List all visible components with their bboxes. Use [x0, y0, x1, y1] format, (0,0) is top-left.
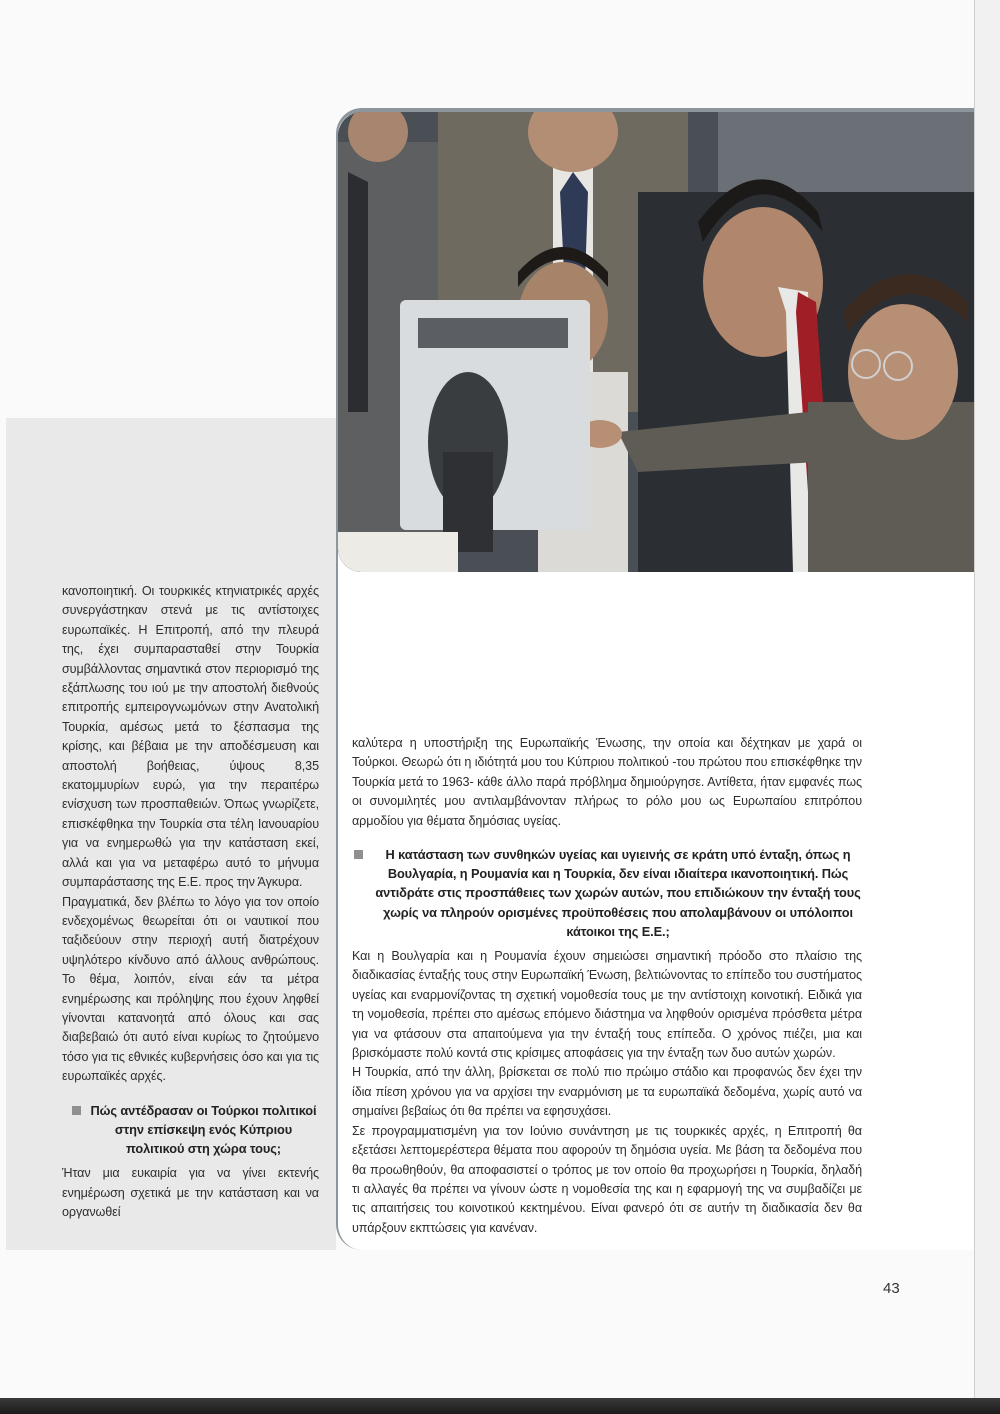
left-interview-question [62, 1101, 319, 1159]
officials-at-computer-photo [338, 112, 974, 572]
left-paragraph-2: Πραγματικά, δεν βλέπω το λόγο για τον οποίο ενδεχομένως θεωρείται ότι οι ναυτικοί που ταξιδεύουν στην περιοχή αυτή διατρέχουν υψηλότερο κίνδυνο από άλλους ανθρώπους. Το θέμα, λοιπόν, είναι εάν τα μέτρα ενημέρωσης και πρόληψης που έχουν ληφθεί γίνονται κατανοητά από όλους και σας διαβεβαιώ ότι αυτό είναι κυρίως το ζητούμενο τόσο για τις εθνικές κυβερνήσεις όσο και για τις ευρωπαϊκές αρχές. [62, 894, 319, 1084]
left-text-column [62, 582, 319, 1222]
right-paragraph-1: Και η Βουλγαρία και η Ρουμανία έχουν σημειώσει σημαντική πρόοδο στο πλαίσιο της διαδικασίας ένταξής τους στην Ευρωπαϊκή Ένωση, βελτιώνοντας το επίπεδο του συστήματος υγείας και εναρμονίζοντας τη σχετική νομοθεσία τους με την αντίστοιχη κοινοτική. Ειδικά για τη νομοθεσία, πρέπει στο αμέσως επόμενο διάστημα να ληφθούν ορισμένα πρόσθετα μέτρα για να φτάσουν στα απαιτούμενα για την ένταξή τους επίπεδα. Ο χρόνος πιέζει, μια και βρισκόμαστε πολύ κοντά στις κρίσιμες αποφάσεις για την ένταξη των δυο αυτών χωρών. [352, 949, 862, 1061]
square-bullet-icon [72, 1106, 81, 1115]
left-answer: Ήταν μια ευκαιρία για να γίνει εκτενής ενημέρωση σχετικά με την κατάσταση και να οργανωθεί [62, 1166, 319, 1219]
right-intro-paragraph: καλύτερα η υποστήριξη της Ευρωπαϊκής Ένωσης, την οποία και δέχτηκαν με χαρά οι Τούρκοι. Θεωρώ ότι η ιδιότητά μου του Κύπριου πολιτικού -του πρώτου που επισκέφθηκε την Τουρκία μετά το 1963- κάθε άλλο παρά πρόβλημα δημιούργησε. Αντίθετα, ήταν εμφανές πως οι συνομιλητές μου αντιλαμβάνονταν πλήρως το ρόλο μου ως Ευρωπαίου επιτρόπου αρμοδίου για θέματα δημόσιας υγείας. [352, 736, 862, 828]
photo-illustration [338, 112, 974, 572]
scan-bottom-edge [0, 1398, 1000, 1414]
left-question-text: Πώς αντέδρασαν οι Τούρκοι πολιτικοί στην επίσκεψη ενός Κύπριου πολιτικού στη χώρα τους; [90, 1102, 317, 1156]
right-text-column [352, 734, 862, 1238]
right-paragraph-3: Σε προγραμματισμένη για τον Ιούνιο συνάντηση με τις τουρκικές αρχές, η Επιτροπή θα εξετάσει λεπτομερέστερα θέματα που αφορούν τη δημόσια υγεία. Με βάση τα δεδομένα που θα προωθηθούν, θα αποφασιστεί ο τρόπος με τον οποίο θα προχωρήσει η Τουρκία, δηλαδή τι αλλαγές θα πρέπει να γίνουν ώστε η νομοθεσία της και η εφαρμογή της να συμβαδίζει με τις απαιτήσεις του κοινοτικού κεκτημένου. Είναι φανερό ότι σε αυτήν τη διαδικασία δεν θα υπάρξουν εκπτώσεις για κανέναν. [352, 1123, 862, 1235]
square-bullet-icon [354, 850, 363, 859]
right-interview-question [352, 845, 862, 941]
right-question-text: Η κατάσταση των συνθηκών υγείας και υγιεινής σε κράτη υπό ένταξη, όπως η Βουλγαρία, η Ρουμανία και η Τουρκία, δεν είναι ιδιαίτερα ικανοποιητική. Πώς αντιδράτε στις προσπάθειες των χωρών αυτών, που επιδιώκουν την ένταξή τους χωρίς να πληρούν ορισμένες προϋποθέσεις που απολαμβάνουν οι υπόλοιποι κάτοικοι της Ε.Ε.; [375, 847, 861, 939]
left-paragraph-1: κανοποιητική. Οι τουρκικές κτηνιατρικές αρχές συνεργάστηκαν στενά με τις αντίστοιχες ευρωπαϊκές. Η Επιτροπή, από την πλευρά της, έχει συμπαρασταθεί στην Τουρκία συμβάλλοντας σημαντικά στον περιορισμό της εξάπλωσης του ιού με την αποστολή διεθνούς επιτροπής εμπειρογνωμόνων στην Ανατολική Τουρκία, αμέσως μετά το ξέσπασμα της κρίσης, και βέβαια με την αποδέσμευση και αποστολή βοήθειας, ύψους 8,35 εκατομμυρίων ευρώ, για την περαιτέρω ενίσχυση των προσπαθειών. Όπως γνωρίζετε, επισκέφθηκα την Τουρκία στα τέλη Ιανουαρίου για να ενημερωθώ για την κατάσταση εκεί, αλλά και για να μεταφέρω αυτό το μήνυμα συμπαράστασης της Ε.Ε. προς την Άγκυρα. [62, 584, 319, 890]
right-paragraph-2: Η Τουρκία, από την άλλη, βρίσκεται σε πολύ πιο πρώιμο στάδιο και προφανώς δεν έχει την ίδια πίεση χρόνου για να αρχίσει την εναρμόνιση με τα ευρωπαϊκά δεδομένα, χωρίς αυτό να σημαίνει βεβαίως ότι θα πρέπει να εφησυχάσει. [352, 1065, 862, 1119]
page-number: 43 [883, 1280, 900, 1297]
page-edge [974, 0, 1000, 1414]
